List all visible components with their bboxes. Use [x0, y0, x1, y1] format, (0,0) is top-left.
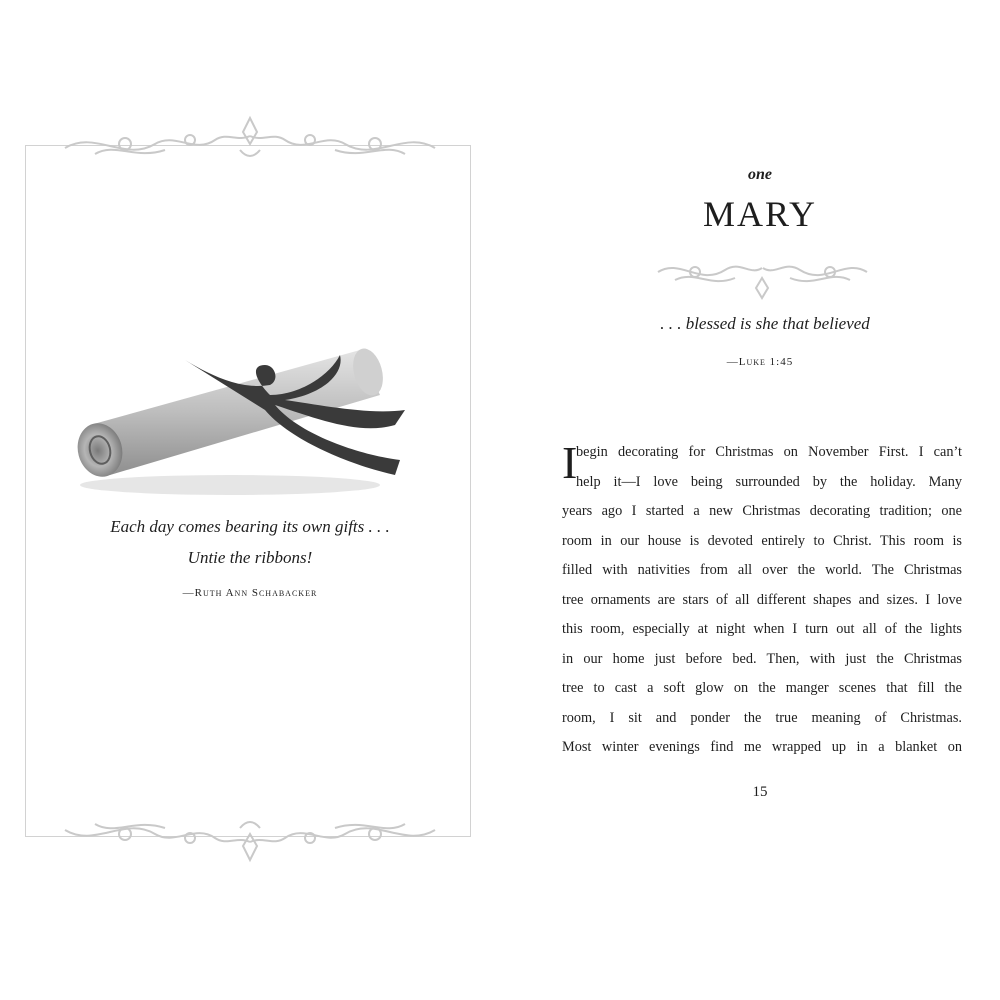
body-line: in our home just before bed. Then, with just the Christmas [562, 650, 962, 667]
body-line: begin decorating for Christmas on November First. I can’t [576, 444, 962, 460]
epigraph-line: Untie the ribbons! [187, 548, 313, 567]
body-line: room, I sit and ponder the true meaning of Christmas. [562, 709, 962, 726]
top-scroll-ornament [55, 110, 445, 170]
body-text [562, 438, 962, 763]
body-line: tree ornaments are stars of all different shapes and sizes. I love [562, 591, 962, 608]
epigraph-line: Each day comes bearing its own gifts . . . [110, 517, 390, 536]
drop-cap-letter: I [562, 437, 578, 488]
page-number: 15 [752, 784, 768, 800]
right-page [500, 0, 1000, 1000]
chapter-number: one [748, 166, 772, 183]
body-line: years ago I started a new Christmas decorating tradition; one [562, 503, 962, 519]
rolled-scroll-with-ribbon-image [70, 335, 440, 505]
verse-reference: —Luke 1:45 [726, 356, 794, 368]
chapter-title: MARY [702, 194, 818, 234]
bottom-scroll-ornament [55, 808, 445, 868]
body-line: tree to cast a soft glow on the manger scenes that fill the [562, 680, 962, 696]
body-line: Most winter evenings find me wrapped up in a blanket on [562, 739, 962, 755]
verse-quote: . . . blessed is she that believed [660, 314, 870, 333]
body-line: this room, especially at night when I turn out all of the lights [562, 621, 962, 637]
epigraph-attribution: —Ruth Ann Schabacker [182, 587, 318, 599]
body-line: filled with nativities from all over the world. The Christmas [562, 562, 962, 578]
body-line: help it—I love being surrounded by the holiday. Many [576, 473, 962, 490]
body-line: room in our house is devoted entirely to Christ. This room is [562, 532, 962, 549]
chapter-scroll-ornament [650, 250, 875, 302]
